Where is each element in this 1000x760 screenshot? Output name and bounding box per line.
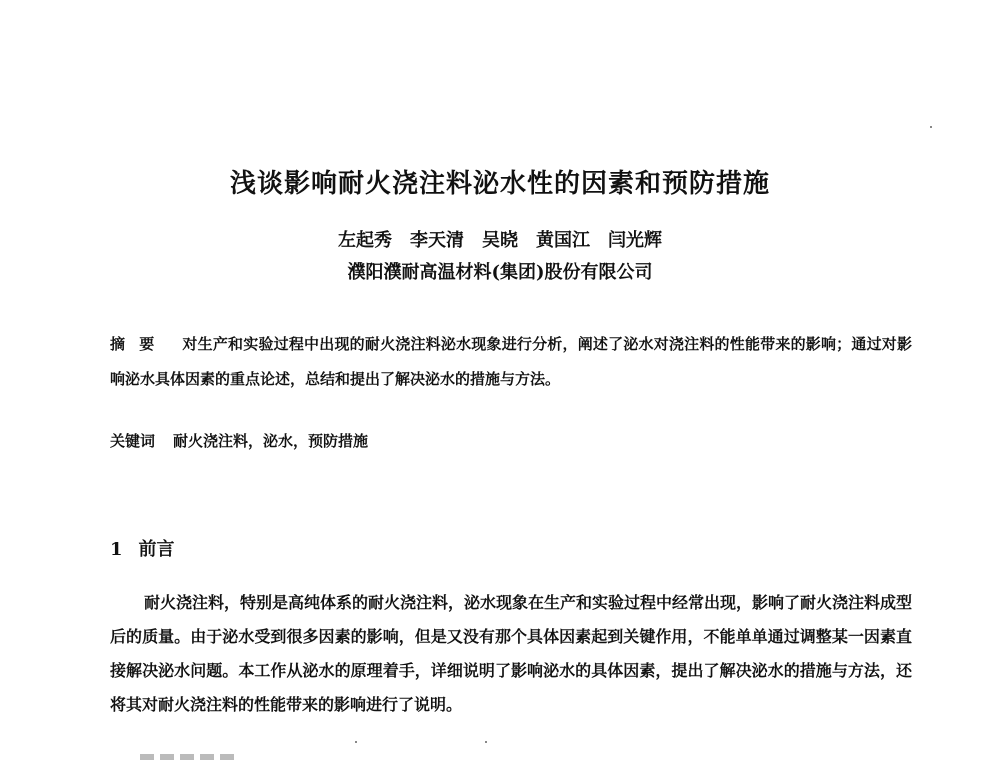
author-list: 左起秀 李天清 吴晓 黄国江 闫光辉 [338, 230, 662, 251]
abstract-text: 对生产和实验过程中出现的耐火浇注料泌水现象进行分析，阐述了泌水对浇注料的性能带来的影响；通过对影响泌水具体因素的重点论述，总结和提出了解决泌水的措施与方法。 [110, 335, 912, 388]
abstract-label: 摘要 [110, 335, 169, 353]
keywords [110, 430, 912, 451]
paper-title: 浅谈影响耐火浇注料泌水性的因素和预防措施 [229, 169, 770, 199]
body-paragraph: 耐火浇注料，特别是高纯体系的耐火浇注料，泌水现象在生产和实验过程中经常出现，影响了耐火浇注料成型后的质量。由于泌水受到很多因素的影响，但是又没有那个具体因素起到关键作用，不能单单通过调整某一因素直接解决泌水问题。本工作从泌水的原理着手，详细说明了影响泌水的具体因素，提出了解决泌水的措施与方法，还将其对耐火浇注料的性能带来的影响进行了说明。 [110, 593, 913, 714]
scan-speck [485, 741, 487, 743]
keywords-text: 耐火浇注料，泌水，预防措施 [173, 432, 369, 450]
section-heading [110, 535, 175, 561]
section-number: 1 [110, 539, 123, 560]
section-title: 前言 [138, 539, 175, 560]
author-affiliation: 濮阳濮耐高温材料(集团)股份有限公司 [347, 262, 653, 283]
scan-speck [930, 126, 932, 128]
keywords-label: 关键词 [110, 432, 156, 450]
cut-off-next-heading [140, 750, 300, 760]
scan-speck [355, 741, 357, 743]
abstract [110, 327, 912, 397]
